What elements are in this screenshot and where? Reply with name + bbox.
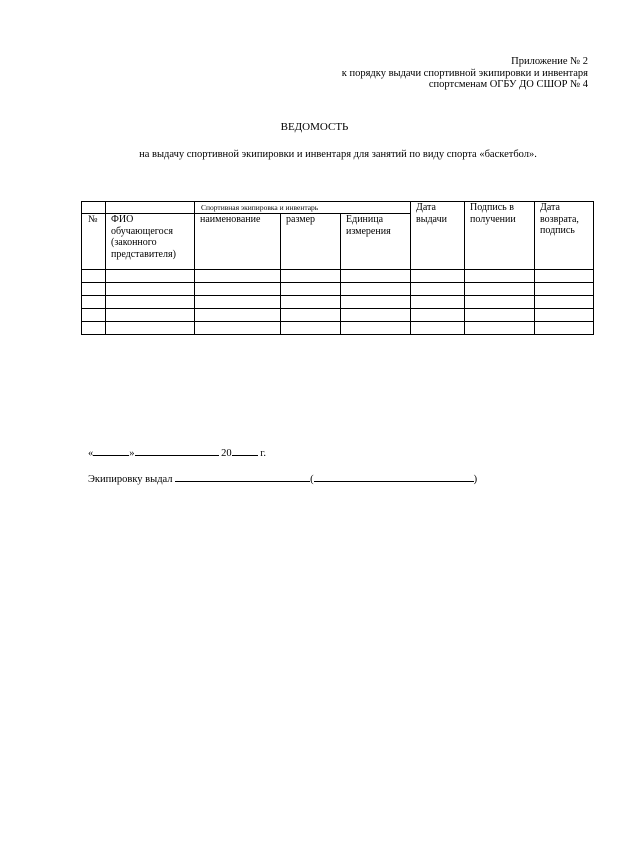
header-cell-blank [82, 202, 106, 214]
close-quote: » [129, 448, 135, 459]
table-group-header-row [82, 202, 594, 214]
issuer-signature-blank [175, 472, 310, 482]
header-cell-blank [106, 202, 195, 214]
year-suffix: г. [260, 448, 266, 459]
table-row [82, 296, 594, 309]
equipment-ledger-table [81, 201, 594, 335]
header-signature: Подпись в получении [465, 202, 535, 270]
appendix-block [342, 56, 588, 91]
table-row [82, 322, 594, 335]
year-blank [232, 446, 258, 456]
header-equipment-group: Спортивная экипировка и инвентарь [195, 202, 411, 214]
header-number: № [82, 214, 106, 270]
appendix-line-2: к порядку выдачи спортивной экипировки и инвентаря [341, 67, 588, 79]
month-blank [135, 446, 219, 456]
issuer-name-blank [314, 472, 474, 482]
date-signature-line [88, 446, 266, 459]
header-unit: Единица измерения [341, 214, 411, 270]
table-row [82, 283, 594, 296]
year-prefix: 20 [221, 448, 232, 459]
header-issue-date: Дата выдачи [411, 202, 465, 270]
table-row [82, 270, 594, 283]
issued-by-line [88, 472, 477, 485]
paren-open: ( [310, 474, 314, 485]
open-quote: « [88, 448, 94, 459]
header-return: Дата возврата, подпись [535, 202, 594, 270]
header-size: размер [281, 214, 341, 270]
document-subtitle: на выдачу спортивной экипировки и инвентаря для занятий по виду спорта «баскетбол». [139, 149, 537, 160]
header-fio: ФИО обучающегося (законного представителя) [106, 214, 195, 270]
table-row [82, 309, 594, 322]
header-item-name: наименование [195, 214, 281, 270]
document-title: ВЕДОМОСТЬ [280, 121, 349, 133]
issued-label: Экипировку выдал [88, 474, 173, 485]
day-blank [93, 446, 129, 456]
appendix-line-3: спортсменам ОГБУ ДО СШОР № 4 [428, 79, 588, 90]
paren-close: ) [473, 474, 478, 485]
appendix-line-1: Приложение № 2 [511, 56, 588, 67]
